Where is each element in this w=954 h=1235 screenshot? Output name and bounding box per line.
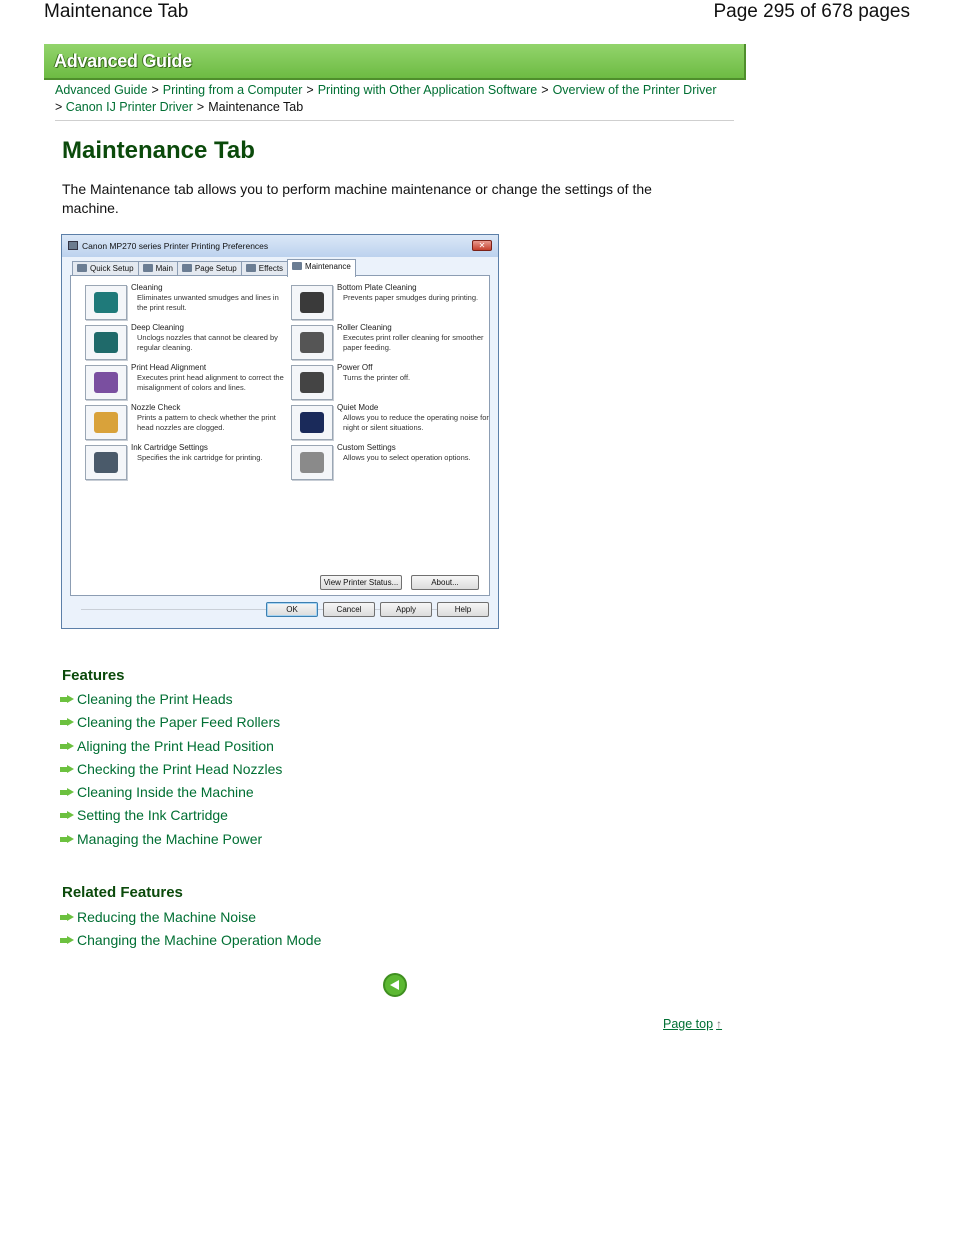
- maintenance-item: [85, 403, 285, 443]
- arrow-right-icon: [60, 811, 75, 820]
- list-item: [60, 828, 282, 851]
- arrow-up-icon: ↑: [716, 1017, 723, 1031]
- arrow-right-icon: [60, 835, 75, 844]
- tab-effects: Effects: [241, 261, 288, 276]
- tab-page-setup: Page Setup: [177, 261, 242, 276]
- maintenance-item: [85, 323, 285, 363]
- maintenance-item-description: Executes print roller cleaning for smoother paper feeding.: [343, 333, 484, 352]
- maintenance-item-description: Allows you to reduce the operating noise for night or silent situations.: [343, 413, 489, 432]
- close-icon: ✕: [472, 240, 492, 251]
- alignment-icon: [94, 372, 118, 393]
- breadcrumb-separator: >: [55, 100, 63, 114]
- feature-link[interactable]: Cleaning Inside the Machine: [77, 784, 254, 801]
- related-features-heading: Related Features: [62, 884, 183, 901]
- deep-cleaning-icon: [94, 332, 118, 353]
- breadcrumb-separator: >: [541, 83, 549, 97]
- breadcrumb-link[interactable]: Printing from a Computer: [162, 83, 303, 97]
- maintenance-item: [85, 443, 285, 483]
- breadcrumb-separator: >: [151, 83, 159, 97]
- arrow-right-icon: [60, 742, 75, 751]
- maintenance-item-button: [291, 445, 333, 480]
- feature-link[interactable]: Cleaning the Paper Feed Rollers: [77, 714, 281, 731]
- maintenance-item-name: Roller Cleaning: [337, 323, 392, 332]
- breadcrumb-separator: >: [196, 100, 205, 114]
- nozzle-check-icon: [94, 412, 118, 433]
- page-number: Page 295 of 678 pages: [713, 1, 910, 22]
- maintenance-item-description: Turns the printer off.: [343, 373, 411, 382]
- maintenance-item-name: Quiet Mode: [337, 403, 379, 412]
- breadcrumb-link[interactable]: Canon IJ Printer Driver: [65, 100, 193, 114]
- maintenance-item-name: Nozzle Check: [131, 403, 181, 412]
- maintenance-item-description: Prevents paper smudges during printing.: [343, 293, 479, 302]
- maintenance-item-name: Custom Settings: [337, 443, 396, 452]
- maintenance-item-description: Specifies the ink cartridge for printing.: [137, 453, 263, 462]
- maintenance-panel: [70, 275, 490, 596]
- cancel-button: Cancel: [323, 602, 375, 617]
- maintenance-item: [291, 363, 491, 403]
- maintenance-item-button: [85, 405, 127, 440]
- intro-text: The Maintenance tab allows you to perform machine maintenance or change the settings of the machine.: [62, 181, 652, 216]
- ink-cartridge-icon: [94, 452, 118, 473]
- breadcrumb-link[interactable]: Overview of the Printer Driver: [552, 83, 717, 97]
- list-item: [60, 735, 282, 758]
- roller-icon: [300, 332, 324, 353]
- main-icon: [143, 264, 153, 272]
- power-off-icon: [300, 372, 324, 393]
- arrow-right-icon: [60, 913, 75, 922]
- printer-preferences-dialog-screenshot: [61, 234, 499, 629]
- breadcrumb-link[interactable]: Printing with Other Application Software: [317, 83, 538, 97]
- maintenance-item-description: Prints a pattern to check whether the print head nozzles are clogged.: [137, 413, 276, 432]
- quick-setup-icon: [77, 264, 87, 272]
- related-link[interactable]: Changing the Machine Operation Mode: [77, 932, 322, 949]
- features-heading: Features: [62, 667, 125, 684]
- custom-settings-icon: [300, 452, 324, 473]
- page-top-link[interactable]: [663, 1017, 722, 1031]
- divider: [55, 120, 734, 121]
- tab-main: Main: [138, 261, 178, 276]
- banner-label: Advanced Guide: [54, 51, 192, 71]
- list-item: [60, 688, 282, 711]
- apply-button: Apply: [380, 602, 432, 617]
- maintenance-item-button: [291, 325, 333, 360]
- tab-maintenance: Maintenance: [287, 259, 356, 277]
- maintenance-icon: [292, 262, 302, 270]
- printer-icon: [68, 241, 78, 250]
- maintenance-item-button: [291, 285, 333, 320]
- maintenance-item-description: Executes print head alignment to correct the misalignment of colors and lines.: [137, 373, 284, 392]
- help-button: Help: [437, 602, 489, 617]
- list-item: [60, 906, 321, 929]
- bottom-plate-icon: [300, 292, 324, 313]
- page-top-label: Page top: [663, 1017, 714, 1031]
- advanced-guide-banner: [44, 44, 746, 80]
- feature-link[interactable]: Checking the Print Head Nozzles: [77, 760, 283, 777]
- list-item: [60, 804, 282, 827]
- page-title: Maintenance Tab: [62, 137, 255, 164]
- maintenance-item: [85, 363, 285, 403]
- maintenance-item-description: Allows you to select operation options.: [343, 453, 471, 462]
- arrow-right-icon: [60, 936, 75, 945]
- features-list: [60, 688, 282, 851]
- maintenance-item: [291, 323, 491, 363]
- breadcrumb: [55, 82, 735, 116]
- dialog-title-bar: [62, 235, 498, 257]
- breadcrumb-link[interactable]: Advanced Guide: [55, 83, 148, 97]
- page-header-title: Maintenance Tab: [44, 1, 189, 22]
- ok-button: OK: [266, 602, 318, 617]
- arrow-right-icon: [60, 765, 75, 774]
- maintenance-item-name: Cleaning: [131, 283, 163, 292]
- maintenance-item-button: [85, 325, 127, 360]
- cleaning-icon: [94, 292, 118, 313]
- breadcrumb-separator: >: [306, 83, 314, 97]
- maintenance-item-button: [85, 445, 127, 480]
- maintenance-item-name: Ink Cartridge Settings: [131, 443, 208, 452]
- related-link[interactable]: Reducing the Machine Noise: [77, 909, 256, 925]
- dialog-title: Canon MP270 series Printer Printing Preferences: [82, 241, 269, 251]
- maintenance-item-description: Eliminates unwanted smudges and lines in the print result.: [137, 293, 279, 312]
- list-item: [60, 711, 282, 734]
- maintenance-item-name: Print Head Alignment: [131, 363, 207, 372]
- arrow-right-icon: [60, 718, 75, 727]
- feature-link[interactable]: Managing the Machine Power: [77, 830, 263, 847]
- maintenance-item-button: [291, 365, 333, 400]
- page-setup-icon: [182, 264, 192, 272]
- feature-link[interactable]: Setting the Ink Cartridge: [77, 807, 228, 824]
- maintenance-item-button: [85, 285, 127, 320]
- maintenance-item-description: Unclogs nozzles that cannot be cleared by regular cleaning.: [137, 333, 278, 352]
- dialog-tabs: [72, 259, 355, 275]
- breadcrumb-current: Maintenance Tab: [208, 100, 304, 114]
- maintenance-item-button: [85, 365, 127, 400]
- list-item: [60, 758, 282, 781]
- related-features-list: [60, 906, 321, 953]
- maintenance-item: [291, 283, 491, 323]
- back-arrow-icon[interactable]: [383, 973, 407, 997]
- arrow-right-icon: [60, 788, 75, 797]
- effects-icon: [246, 264, 256, 272]
- maintenance-item-button: [291, 405, 333, 440]
- arrow-right-icon: [60, 695, 75, 704]
- maintenance-item-name: Power Off: [337, 363, 373, 372]
- view-printer-status-button: View Printer Status...: [320, 575, 402, 590]
- quiet-mode-icon: [300, 412, 324, 433]
- list-item: [60, 929, 321, 952]
- feature-link[interactable]: Cleaning the Print Heads: [77, 691, 233, 707]
- tab-quick-setup: Quick Setup: [72, 261, 139, 276]
- maintenance-item-name: Bottom Plate Cleaning: [337, 283, 417, 292]
- maintenance-item: [85, 283, 285, 323]
- list-item: [60, 781, 282, 804]
- feature-link[interactable]: Aligning the Print Head Position: [77, 737, 274, 754]
- about-button: About...: [411, 575, 479, 590]
- maintenance-item: [291, 403, 491, 443]
- maintenance-item: [291, 443, 491, 483]
- maintenance-item-name: Deep Cleaning: [131, 323, 184, 332]
